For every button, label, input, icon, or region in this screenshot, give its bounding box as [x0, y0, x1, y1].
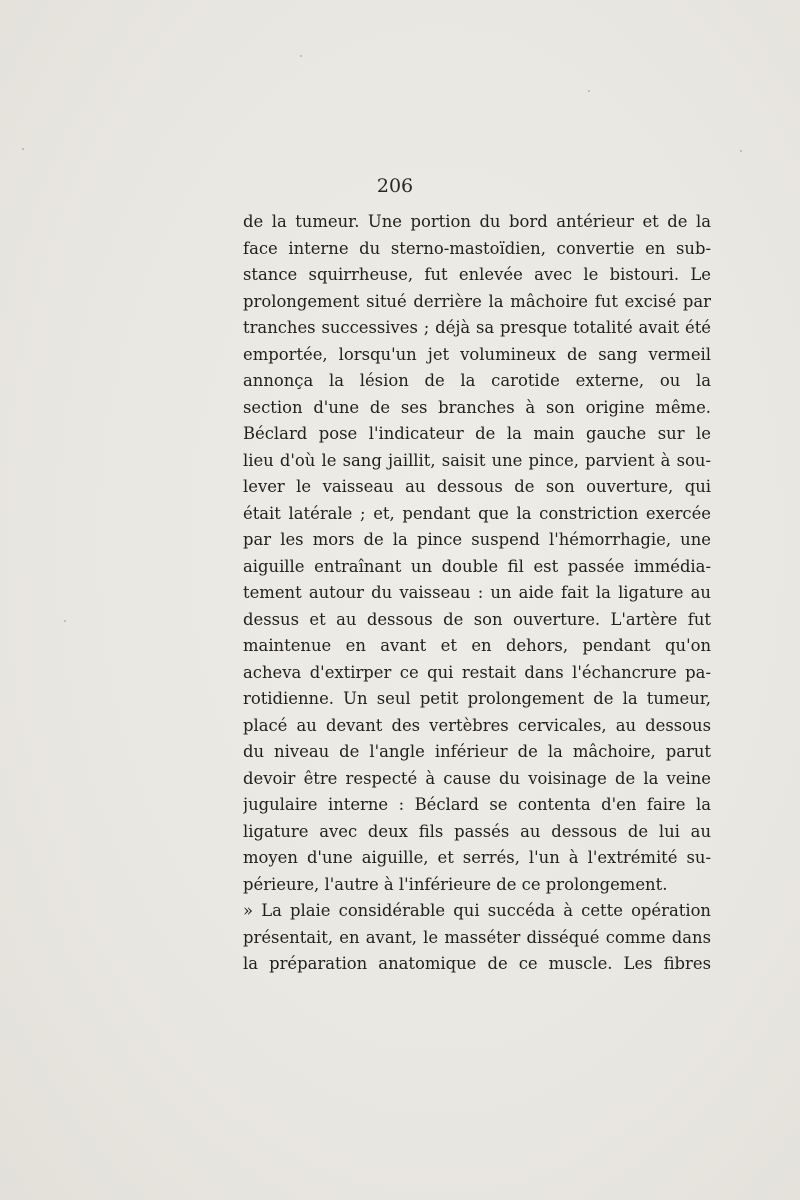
text-line: annonça la lésion de la carotide externe, ou la	[243, 371, 711, 390]
text-line: moyen d'une aiguille, et serrés, l'un à l'extrémité su-	[243, 848, 711, 867]
text-line: périeure, l'autre à l'inférieure de ce prolongement.	[243, 874, 668, 894]
paper-speck	[22, 148, 24, 150]
text-line: face interne du sterno-mastoïdien, convertie en sub-	[243, 238, 711, 258]
text-line: du niveau de l'angle inférieur de la mâchoire, parut	[243, 742, 711, 761]
text-line: dessus et au dessous de son ouverture. L'artère fut	[243, 609, 711, 629]
page-number: 206	[376, 175, 414, 197]
text-line: de la tumeur. Une portion du bord antérieur et de la	[243, 212, 711, 231]
text-line: maintenue en avant et en dehors, pendant qu'on	[243, 636, 711, 655]
text-line: la préparation anatomique de ce muscle. Les fibres	[243, 954, 711, 973]
text-line: par les mors de la pince suspend l'hémorrhagie, une	[243, 530, 711, 549]
text-line: prolongement situé derrière la mâchoire fut excisé par	[243, 291, 711, 311]
text-line: emportée, lorsqu'un jet volumineux de sang vermeil	[243, 344, 711, 364]
text-line: lieu d'où le sang jaillit, saisit une pince, parvient à sou-	[243, 450, 711, 470]
text-line: devoir être respecté à cause du voisinage de la veine	[243, 768, 711, 788]
text-line: stance squirrheuse, fut enlevée avec le bistouri. Le	[243, 265, 711, 284]
text-line: Béclard pose l'indicateur de la main gauche sur le	[243, 424, 711, 443]
text-line: tement autour du vaisseau : un aide fait la ligature au	[243, 583, 711, 602]
text-line: aiguille entraînant un double fil est passée immédia-	[243, 556, 711, 576]
text-line: lever le vaisseau au dessous de son ouverture, qui	[243, 477, 711, 496]
body-text	[243, 209, 711, 978]
text-line: rotidienne. Un seul petit prolongement de la tumeur,	[243, 689, 711, 708]
text-line: » La plaie considérable qui succéda à cette opération	[243, 901, 711, 920]
text-line: tranches successives ; déjà sa presque totalité avait été	[243, 318, 711, 337]
text-line: ligature avec deux fils passés au dessous de lui au	[243, 821, 711, 841]
text-line: section d'une de ses branches à son origine même.	[243, 397, 711, 417]
paper-speck	[300, 55, 302, 57]
text-line: était latérale ; et, pendant que la constriction exercée	[243, 503, 711, 523]
paper-speck	[64, 620, 66, 622]
text-line: présentait, en avant, le masséter disséqué comme dans	[243, 927, 711, 947]
text-line: jugulaire interne : Béclard se contenta d'en faire la	[243, 795, 711, 814]
text-line: acheva d'extirper ce qui restait dans l'échancrure pa-	[243, 662, 711, 682]
paper-speck	[740, 150, 742, 152]
paper-speck	[588, 90, 590, 92]
text-line: placé au devant des vertèbres cervicales, au dessous	[243, 715, 711, 735]
